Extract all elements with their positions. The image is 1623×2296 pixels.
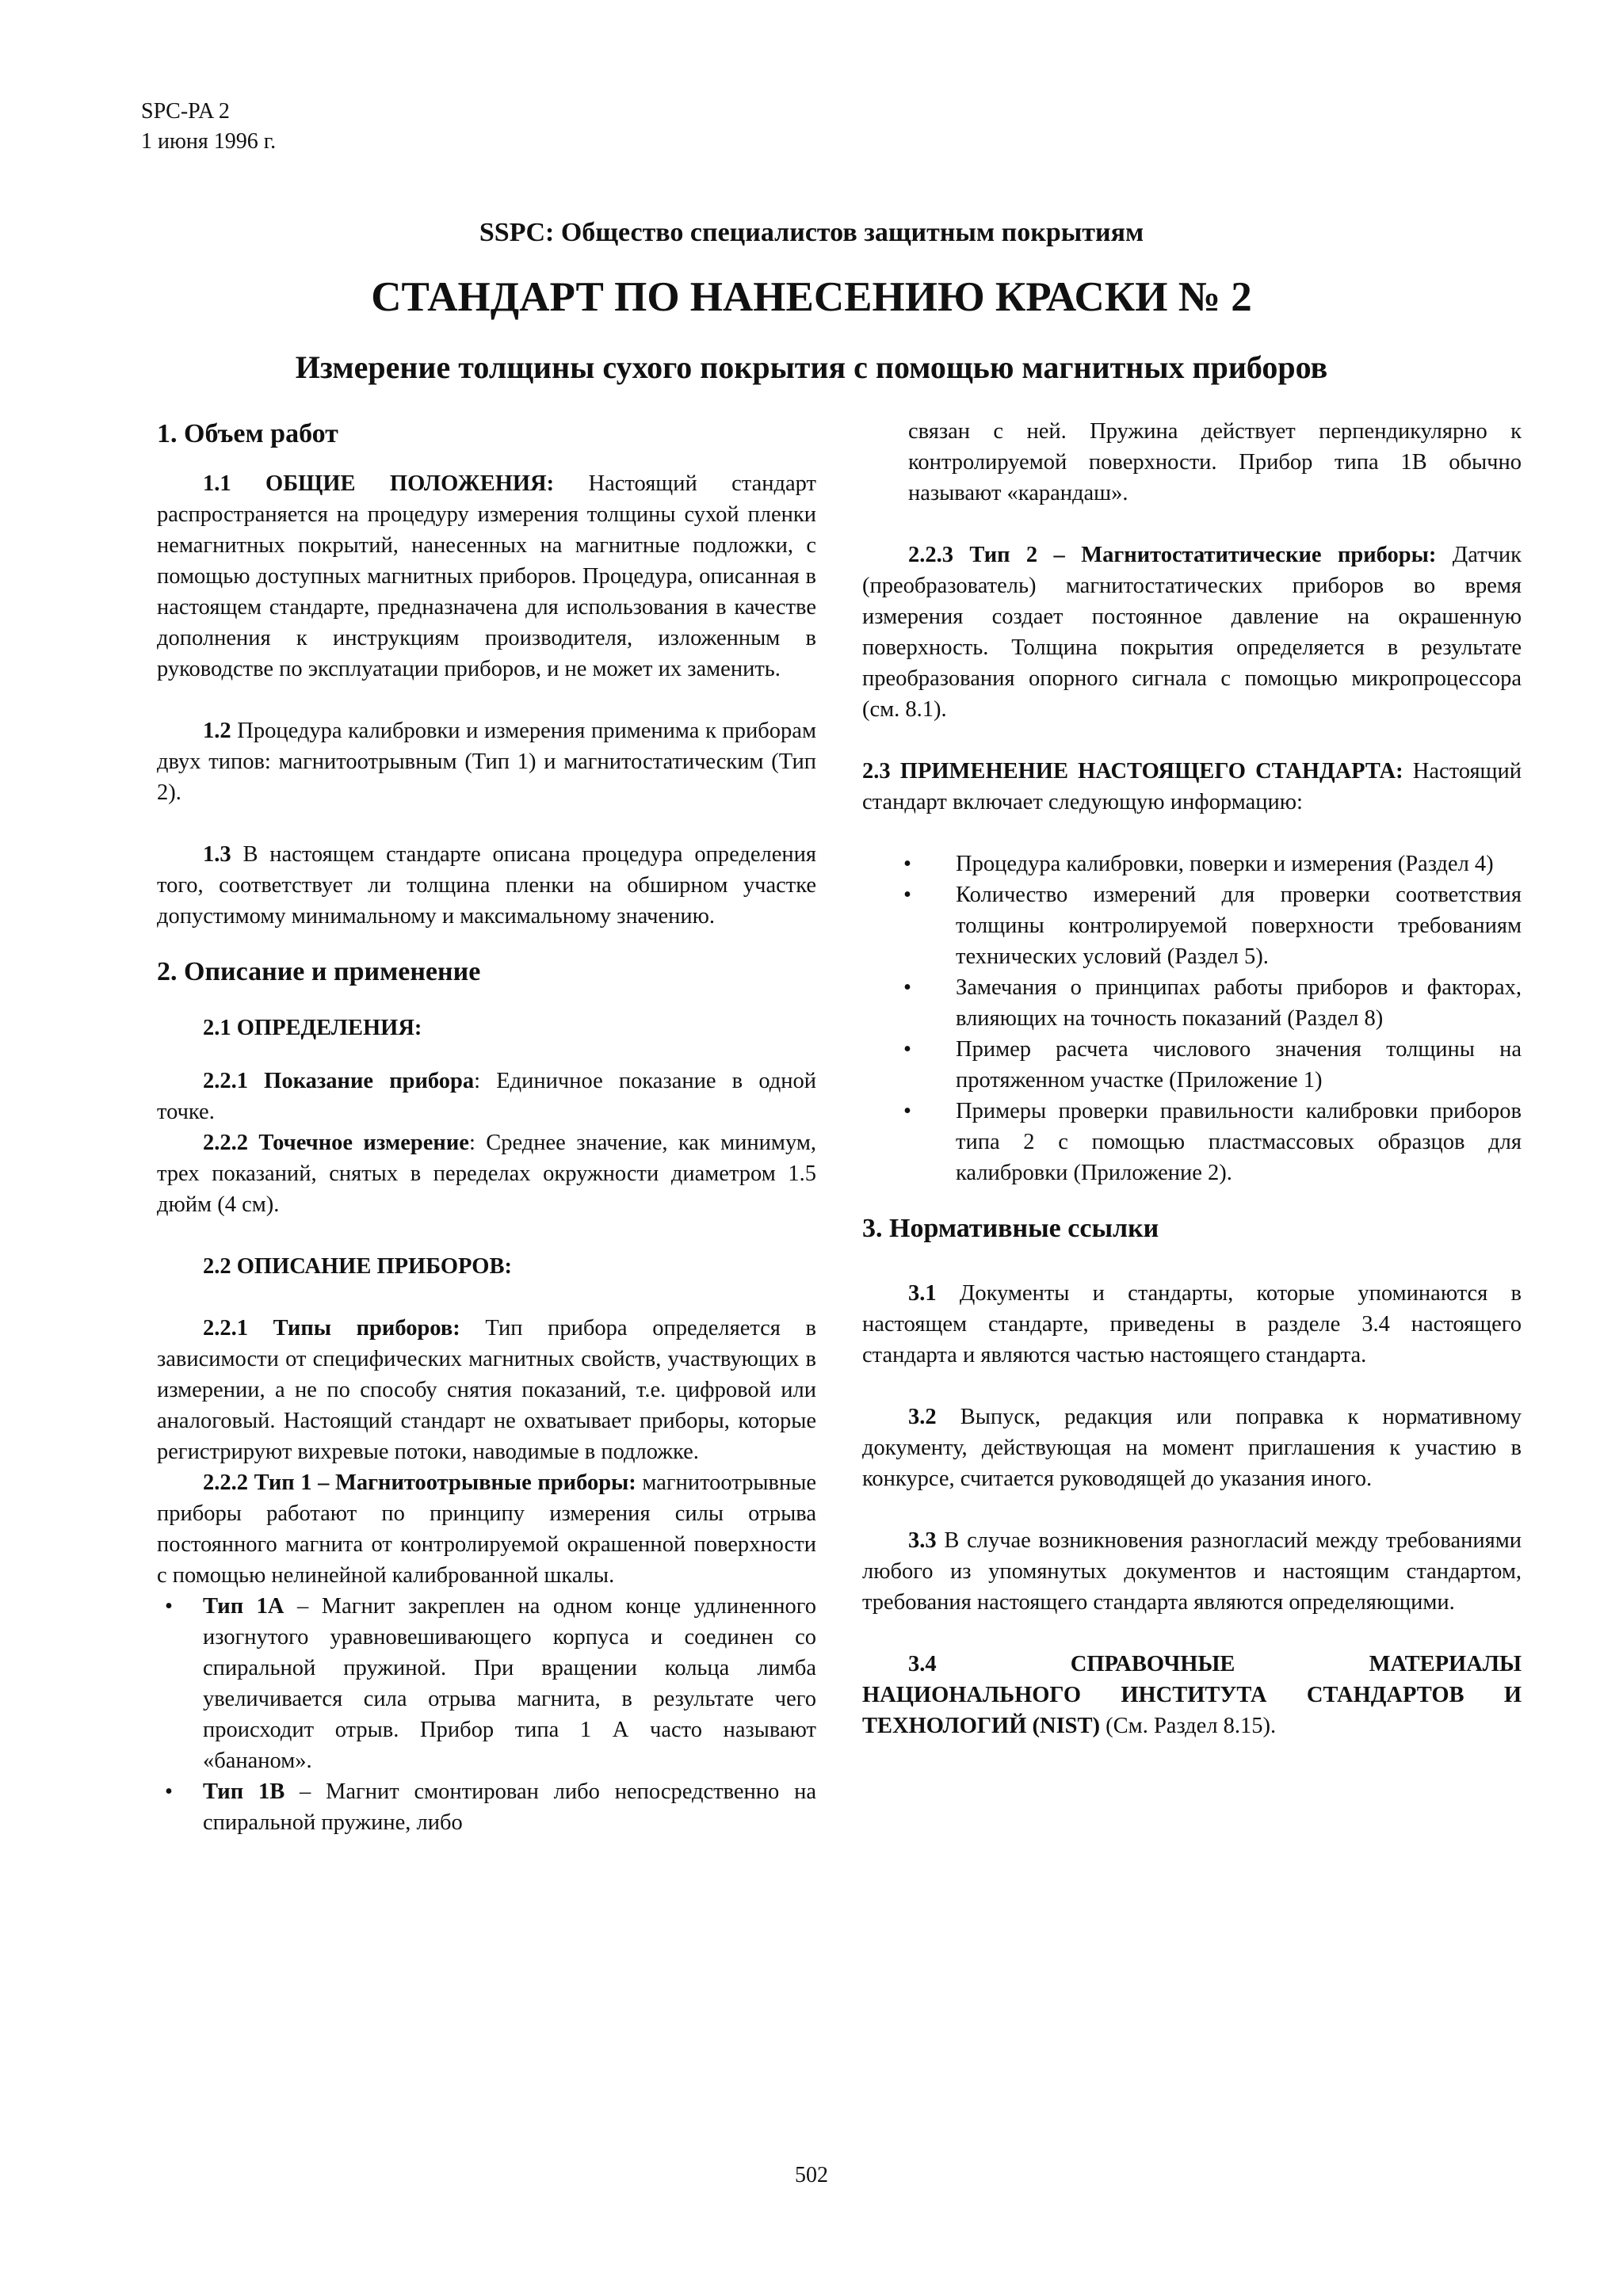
list-item: • Пример расчета числового значения толщины на протяженном участке (Приложение 1) <box>862 1034 1522 1096</box>
section-1-heading: 1. Объем работ <box>157 419 338 448</box>
definition-2-2-2-text: : Среднее значение, как минимум, трех показаний, снятых в переделах окружности диаметром 1.5 дюйм (4 см). <box>157 1131 816 1217</box>
definition-2-2-1 <box>157 1066 816 1127</box>
paragraph-1-3-text: В настоящем стандарте описана процедура определения того, соответствует ли толщина пленки на обширном участке допустимому минимальному и максимальному значению. <box>157 842 816 929</box>
list-item-type-1a <box>157 1591 816 1776</box>
paragraph-2-2-1 <box>157 1313 816 1467</box>
standard-contents-list <box>862 849 1522 1188</box>
document-subtitle: Измерение толщины сухого покрытия с помощью магнитных приборов <box>295 349 1328 385</box>
instrument-type-list <box>157 1591 816 1838</box>
issue-date: 1 июня 1996 г. <box>141 129 277 154</box>
section-2-heading: 2. Описание и применение <box>157 957 481 986</box>
definitions-heading: 2.1 ОПРЕДЕЛЕНИЯ: <box>203 1016 422 1040</box>
paragraph-2-2-2-label: 2.2.2 Тип 1 – Магнитоотрывные приборы: <box>203 1470 636 1495</box>
list-item: • Процедура калибровки, поверки и измерения (Раздел 4) <box>862 849 1522 879</box>
paragraph-3-3-label: 3.3 <box>908 1528 937 1553</box>
paragraph-3-3-text: В случае возникновения разногласий между требованиями любого из упомянутых документов и настоящим стандартом, требования настоящего стандарта являются определяющими. <box>862 1528 1522 1615</box>
paragraph-2-2-3-label: 2.2.3 Тип 2 – Магнитостатитические приборы: <box>908 543 1437 567</box>
paragraph-3-2-text: Выпуск, редакция или поправка к нормативному документу, действующая на момент приглашения к участию в конкурсе, считается руководящей до указания иного. <box>862 1405 1522 1491</box>
bullet-icon: • <box>903 883 911 907</box>
list-item: • Примеры проверки правильности калибровки приборов типа 2 с помощью пластмассовых образцов для калибровки (Приложение 2). <box>862 1096 1522 1188</box>
page-number: 502 <box>795 2163 828 2187</box>
paragraph-1-2-text: Процедура калибровки и измерения применима к приборам двух типов: магнитоотрывным (Тип 1) и магнитостатическим (Тип 2). <box>157 719 816 805</box>
paragraph-1-2 <box>157 715 816 808</box>
paragraph-2-3-text: Настоящий стандарт включает следующую информацию: <box>862 759 1522 814</box>
list-item-type-1b <box>157 1776 816 1838</box>
standard-title: СТАНДАРТ ПО НАНЕСЕНИЮ КРАСКИ № 2 <box>371 274 1252 320</box>
standard-code: SPC-PA 2 <box>141 99 230 124</box>
paragraph-3-1-text: Документы и стандарты, которые упоминаются в настоящем стандарте, приведены в разделе 3.4 настоящего стандарта и являются частью настоящего стандарта. <box>862 1281 1522 1367</box>
definition-2-2-1-label: 2.2.1 Показание прибора <box>203 1069 475 1093</box>
paragraph-2-2-3 <box>862 540 1522 725</box>
type-1a-label: Тип 1А <box>203 1594 285 1619</box>
paragraph-3-4-body: НАЦИОНАЛЬНОГО ИНСТИТУТА СТАНДАРТОВ И ТЕХНОЛОГИЙ (NIST) (См. Раздел 8.15). <box>862 1683 1522 1738</box>
paragraph-2-2-3-text: Датчик (преобразователь) магнитостатических приборов во время измерения создает постоянное давление на окрашенную поверхность. Толщина покрытия определяется в результате преобразования опорного сигнала с помощью микропроцессора (см. 8.1). <box>862 543 1522 722</box>
paragraph-1-2-label: 1.2 <box>203 719 231 743</box>
left-column <box>157 416 816 1838</box>
paragraph-2-3-label: 2.3 ПРИМЕНЕНИЕ НАСТОЯЩЕГО СТАНДАРТА: <box>862 759 1403 784</box>
bullet-icon: • <box>903 852 911 876</box>
bullet-icon: • <box>903 975 911 1000</box>
paragraph-3-2-label: 3.2 <box>908 1405 937 1429</box>
paragraph-2-2-2-text: магнитоотрывные приборы работают по принципу измерения силы отрыва постоянного магнита от контролируемой окрашенной поверхности с помощью нелинейной калиброванной шкалы. <box>157 1470 816 1588</box>
bullet-icon: • <box>903 1099 911 1123</box>
paragraph-3-1-label: 3.1 <box>908 1281 937 1306</box>
paragraph-2-2-1-label: 2.2.1 Типы приборов: <box>203 1316 460 1341</box>
bullet-icon: • <box>165 1594 173 1619</box>
list-item: • Замечания о принципах работы приборов и факторах, влияющих на точность показаний (Раздел 8) <box>862 972 1522 1034</box>
paragraph-1-1 <box>157 468 816 685</box>
bullet-icon: • <box>903 1037 911 1062</box>
paragraph-3-3 <box>862 1525 1522 1618</box>
type-1b-label: Тип 1В <box>203 1779 285 1804</box>
type-1b-text: – Магнит смонтирован либо непосредственно на спиральной пружине, либо <box>203 1779 816 1835</box>
paragraph-2-2-1-text: Тип прибора определяется в зависимости от специфических магнитных свойств, участвующих в измерении, а не по способу снятия показаний, т.е. цифровой или аналоговый. Настоящий стандарт не охватывает приборы, которые регистрируют вихревые потоки, наводимые в подложке. <box>157 1316 816 1464</box>
definition-2-2-2-label: 2.2.2 Точечное измерение <box>203 1131 469 1155</box>
type-1b-continuation: связан с ней. Пружина действует перпендикулярно к контролируемой поверхности. Прибор типа 1В обычно называют «карандаш». <box>908 419 1522 505</box>
paragraph-3-4-first-line: 3.4 СПРАВОЧНЫЕ МАТЕРИАЛЫ <box>908 1652 1522 1676</box>
bullet-icon: • <box>165 1779 173 1804</box>
paragraph-1-3-label: 1.3 <box>203 842 231 867</box>
paragraph-1-1-label: 1.1 ОБЩИЕ ПОЛОЖЕНИЯ: <box>203 471 555 496</box>
definition-2-2-1-text: : Единичное показание в одной точке. <box>157 1069 816 1124</box>
paragraph-2-2-2 <box>157 1467 816 1591</box>
right-column <box>862 416 1522 1741</box>
organization-title: SSPC: Общество специалистов защитным покрытиям <box>479 218 1144 247</box>
paragraph-2-3 <box>862 756 1522 818</box>
instruments-heading: 2.2 ОПИСАНИЕ ПРИБОРОВ: <box>203 1254 512 1279</box>
paragraph-3-2 <box>862 1402 1522 1494</box>
document-header <box>141 97 276 157</box>
paragraph-3-4 <box>862 1649 1522 1741</box>
paragraph-1-1-text: Настоящий стандарт распространяется на процедуру измерения толщины сухой пленки немагнитных покрытий, нанесенных на магнитные подложки, с помощью доступных магнитных приборов. Процедура, описанная в настоящем стандарте, предназначена для использования в качестве дополнения к инструкциям производителя, изложенным в руководстве по эксплуатации приборов, и не может их заменить. <box>157 471 816 681</box>
list-item: • Количество измерений для проверки соответствия толщины контролируемой поверхности требованиям технических условий (Раздел 5). <box>862 879 1522 972</box>
type-1a-text: – Магнит закреплен на одном конце удлиненного изогнутого уравновешивающего корпуса и соединен со спиральной пружиной. При вращении кольца лимба увеличивается сила отрыва магнита, в результате чего происходит отрыв. Прибор типа 1 А часто называют «бананом». <box>203 1594 816 1773</box>
paragraph-1-3 <box>157 839 816 932</box>
definition-2-2-2 <box>157 1127 816 1220</box>
paragraph-3-1 <box>862 1278 1522 1371</box>
section-3-heading: 3. Нормативные ссылки <box>862 1214 1159 1243</box>
